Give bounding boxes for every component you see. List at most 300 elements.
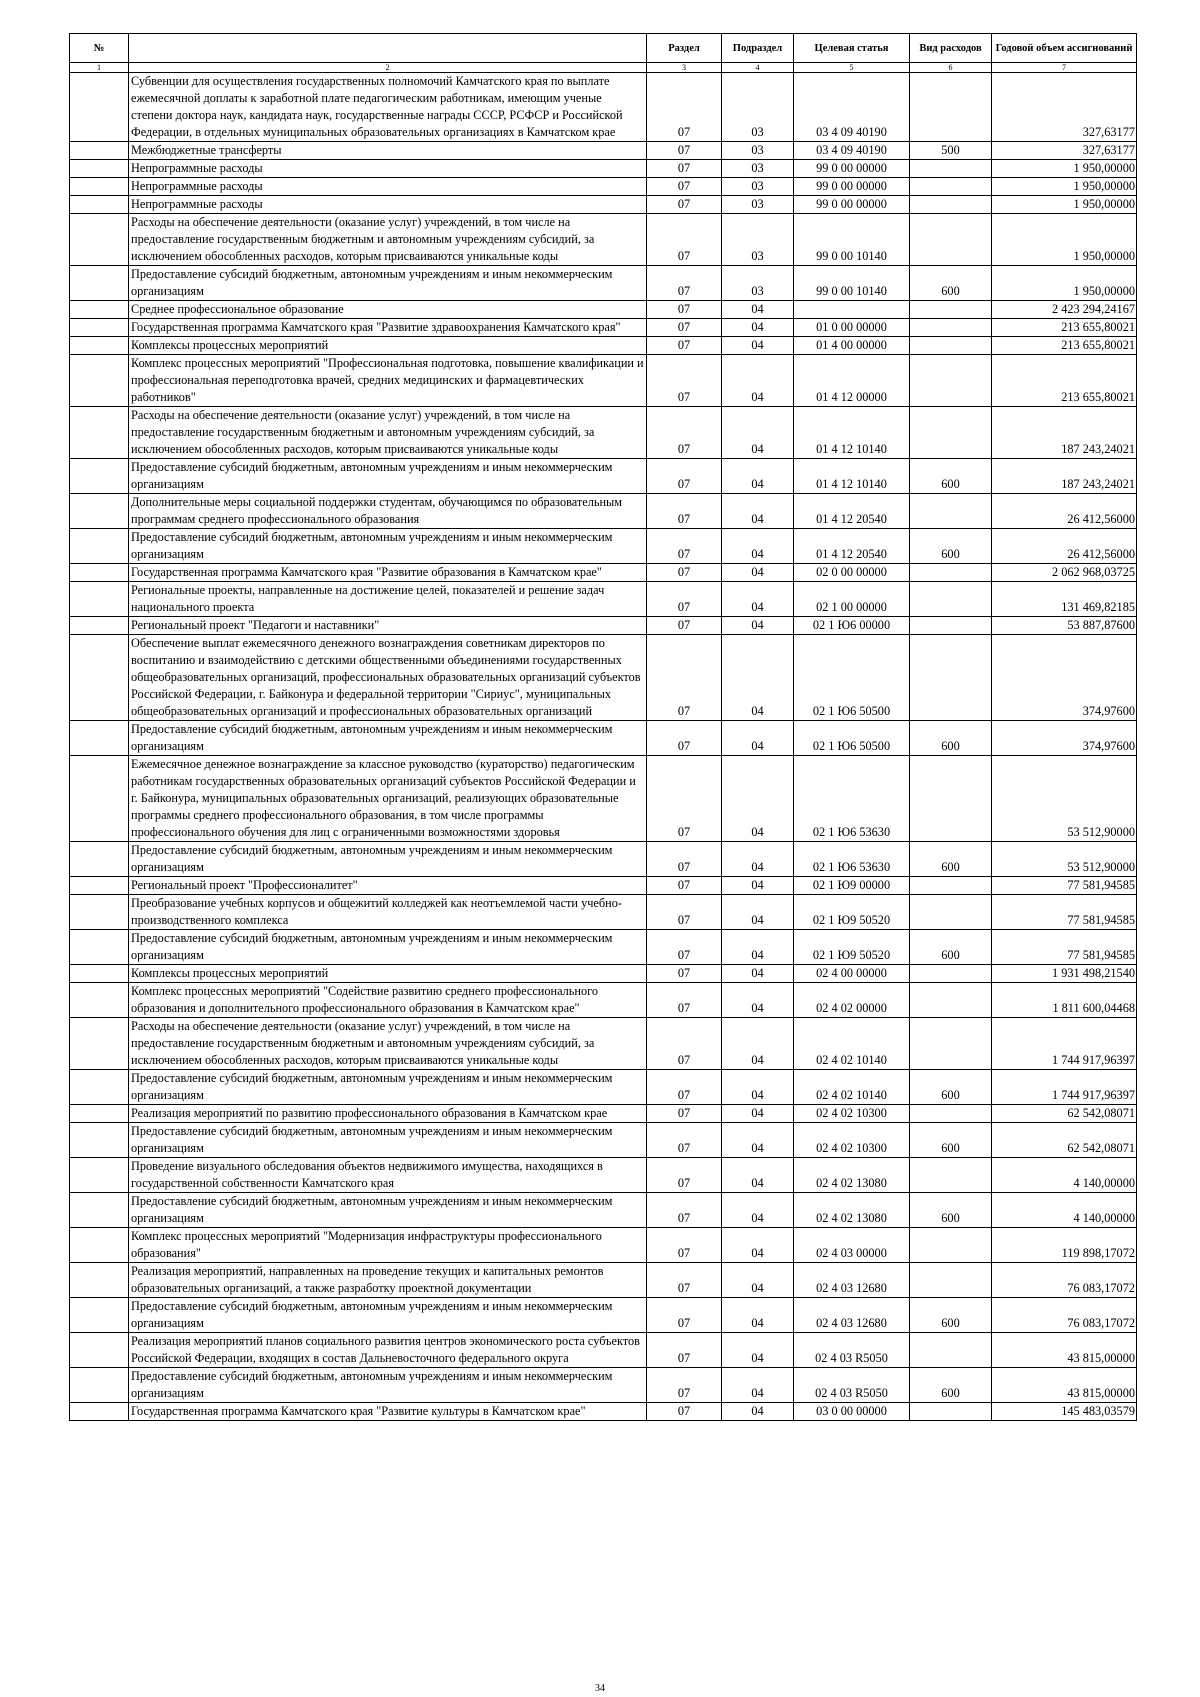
row-expense-type-cell: 600 [910,930,992,965]
row-target-cell: 02 1 Ю9 50520 [794,930,910,965]
row-target-cell: 02 4 02 10140 [794,1070,910,1105]
row-target-cell: 02 0 00 00000 [794,564,910,582]
row-section-cell: 07 [647,895,722,930]
row-section-cell: 07 [647,1158,722,1193]
row-amount-cell: 131 469,82185 [992,582,1137,617]
table-row [70,355,1137,407]
row-target-cell: 02 1 Ю6 50500 [794,721,910,756]
row-subsection-cell: 04 [722,1333,794,1368]
row-target-cell: 02 4 02 00000 [794,983,910,1018]
row-expense-type-cell [910,160,992,178]
row-name-cell: Предоставление субсидий бюджетным, автономным учреждениям и иным некоммерческим организациям [129,1298,647,1333]
row-expense-type-cell [910,1105,992,1123]
row-subsection-cell: 04 [722,459,794,494]
row-number-cell [70,721,129,756]
row-name-cell: Региональный проект "Педагоги и наставники" [129,617,647,635]
row-subsection-cell: 03 [722,160,794,178]
row-number-cell [70,983,129,1018]
row-section-cell: 07 [647,930,722,965]
row-amount-cell: 1 950,00000 [992,266,1137,301]
row-number-cell [70,355,129,407]
row-expense-type-cell: 600 [910,1070,992,1105]
budget-table-sheet [69,33,1136,1421]
row-expense-type-cell [910,494,992,529]
row-amount-cell: 1 811 600,04468 [992,983,1137,1018]
row-amount-cell: 374,97600 [992,635,1137,721]
row-number-cell [70,930,129,965]
row-section-cell: 07 [647,1193,722,1228]
budget-table [69,33,1137,1421]
row-section-cell: 07 [647,178,722,196]
row-section-cell: 07 [647,1070,722,1105]
row-name-cell: Субвенции для осуществления государственных полномочий Камчатского края по выплате ежемесячной доплаты к заработной плате педагогическим работникам, имеющим ученые степени доктора наук, кандидата наук, государственные награды СССР, РСФСР и Российской Федерации, в отдельных муниципальных образовательных организациях в Камчатском крае [129,73,647,142]
row-subsection-cell: 04 [722,1193,794,1228]
row-subsection-cell: 04 [722,1123,794,1158]
row-number-cell [70,1105,129,1123]
row-section-cell: 07 [647,407,722,459]
row-amount-cell: 327,63177 [992,142,1137,160]
row-name-cell: Комплекс процессных мероприятий "Модернизация инфраструктуры профессионального образования" [129,1228,647,1263]
row-expense-type-cell [910,1403,992,1421]
row-expense-type-cell: 600 [910,842,992,877]
page-number: 34 [595,1683,605,1694]
row-name-cell: Региональный проект "Профессионалитет" [129,877,647,895]
row-section-cell: 07 [647,983,722,1018]
row-amount-cell: 76 083,17072 [992,1298,1137,1333]
row-subsection-cell: 04 [722,1298,794,1333]
table-row [70,1105,1137,1123]
row-expense-type-cell: 600 [910,266,992,301]
row-expense-type-cell [910,564,992,582]
row-target-cell: 02 4 03 R5050 [794,1333,910,1368]
row-target-cell: 01 4 12 10140 [794,459,910,494]
column-number: 6 [910,63,992,73]
row-name-cell: Предоставление субсидий бюджетным, автономным учреждениям и иным некоммерческим организациям [129,721,647,756]
column-number-row [70,63,1137,73]
row-target-cell: 03 4 09 40190 [794,73,910,142]
row-expense-type-cell [910,337,992,355]
row-subsection-cell: 03 [722,196,794,214]
row-expense-type-cell [910,877,992,895]
table-row [70,1368,1137,1403]
row-subsection-cell: 04 [722,564,794,582]
row-number-cell [70,178,129,196]
column-number: 4 [722,63,794,73]
row-amount-cell: 77 581,94585 [992,930,1137,965]
table-row [70,1070,1137,1105]
row-amount-cell: 1 950,00000 [992,160,1137,178]
row-expense-type-cell: 600 [910,1193,992,1228]
row-subsection-cell: 04 [722,301,794,319]
table-row [70,1193,1137,1228]
row-target-cell: 02 1 Ю6 00000 [794,617,910,635]
row-section-cell: 07 [647,756,722,842]
row-expense-type-cell [910,301,992,319]
row-expense-type-cell [910,196,992,214]
row-target-cell: 99 0 00 00000 [794,160,910,178]
table-row [70,494,1137,529]
row-expense-type-cell [910,1263,992,1298]
column-number: 5 [794,63,910,73]
row-expense-type-cell [910,582,992,617]
row-target-cell: 02 1 Ю6 53630 [794,842,910,877]
column-number: 7 [992,63,1137,73]
column-number: 3 [647,63,722,73]
row-target-cell: 02 1 Ю6 50500 [794,635,910,721]
row-number-cell [70,160,129,178]
header-amount: Годовой объем ассигнований [992,34,1137,63]
row-amount-cell: 77 581,94585 [992,877,1137,895]
row-subsection-cell: 03 [722,73,794,142]
row-section-cell: 07 [647,1298,722,1333]
table-row [70,895,1137,930]
row-amount-cell: 62 542,08071 [992,1123,1137,1158]
row-amount-cell: 1 950,00000 [992,178,1137,196]
table-row [70,160,1137,178]
row-subsection-cell: 04 [722,635,794,721]
row-name-cell: Предоставление субсидий бюджетным, автономным учреждениям и иным некоммерческим организациям [129,1070,647,1105]
table-row [70,1298,1137,1333]
row-section-cell: 07 [647,160,722,178]
row-amount-cell: 213 655,80021 [992,355,1137,407]
row-section-cell: 07 [647,355,722,407]
table-row [70,1333,1137,1368]
row-section-cell: 07 [647,266,722,301]
row-expense-type-cell [910,73,992,142]
header-section: Раздел [647,34,722,63]
row-section-cell: 07 [647,842,722,877]
row-target-cell: 02 4 02 10300 [794,1123,910,1158]
header-num: № [70,34,129,63]
row-number-cell [70,1228,129,1263]
row-name-cell: Комплекс процессных мероприятий "Содействие развитию среднего профессионального образования и дополнительного профессионального образования в Камчатском крае" [129,983,647,1018]
table-row [70,930,1137,965]
row-section-cell: 07 [647,214,722,266]
row-number-cell [70,635,129,721]
row-subsection-cell: 04 [722,1018,794,1070]
row-amount-cell: 145 483,03579 [992,1403,1137,1421]
table-row [70,756,1137,842]
row-amount-cell: 62 542,08071 [992,1105,1137,1123]
row-number-cell [70,319,129,337]
table-row [70,564,1137,582]
row-amount-cell: 1 744 917,96397 [992,1018,1137,1070]
table-body [70,73,1137,1421]
row-target-cell: 02 4 02 10300 [794,1105,910,1123]
table-row [70,337,1137,355]
row-name-cell: Региональные проекты, направленные на достижение целей, показателей и решение задач национального проекта [129,582,647,617]
row-target-cell: 99 0 00 00000 [794,178,910,196]
row-expense-type-cell [910,895,992,930]
row-target-cell: 02 4 00 00000 [794,965,910,983]
row-subsection-cell: 04 [722,1105,794,1123]
row-number-cell [70,842,129,877]
row-amount-cell: 187 243,24021 [992,407,1137,459]
row-subsection-cell: 04 [722,1403,794,1421]
row-name-cell: Государственная программа Камчатского края "Развитие культуры в Камчатском крае" [129,1403,647,1421]
row-target-cell: 02 4 02 13080 [794,1193,910,1228]
row-number-cell [70,301,129,319]
row-name-cell: Государственная программа Камчатского края "Развитие образования в Камчатском крае" [129,564,647,582]
table-row [70,407,1137,459]
row-name-cell: Реализация мероприятий по развитию профессионального образования в Камчатском крае [129,1105,647,1123]
row-target-cell: 99 0 00 10140 [794,214,910,266]
row-name-cell: Предоставление субсидий бюджетным, автономным учреждениям и иным некоммерческим организациям [129,266,647,301]
row-expense-type-cell [910,983,992,1018]
row-name-cell: Предоставление субсидий бюджетным, автономным учреждениям и иным некоммерческим организациям [129,459,647,494]
row-number-cell [70,459,129,494]
row-amount-cell: 77 581,94585 [992,895,1137,930]
row-amount-cell: 26 412,56000 [992,529,1137,564]
row-subsection-cell: 04 [722,337,794,355]
row-section-cell: 07 [647,301,722,319]
row-number-cell [70,895,129,930]
row-name-cell: Непрограммные расходы [129,178,647,196]
row-name-cell: Ежемесячное денежное вознаграждение за классное руководство (кураторство) педагогическим работникам государственных образовательных организаций субъектов Российской Федерации и г. Байконура, муниципальных образовательных организаций, реализующих образовательные программы среднего профессионального образования, в том числе программы профессионального обучения для лиц с ограниченными возможностями здоровья [129,756,647,842]
row-name-cell: Непрограммные расходы [129,160,647,178]
row-number-cell [70,529,129,564]
row-expense-type-cell [910,756,992,842]
row-subsection-cell: 04 [722,355,794,407]
row-name-cell: Расходы на обеспечение деятельности (оказание услуг) учреждений, в том числе на предоставление государственным бюджетным и автономным учреждениям субсидий, за исключением обособленных расходов, которым присваиваются уникальные коды [129,407,647,459]
row-target-cell: 02 4 02 13080 [794,1158,910,1193]
table-row [70,1018,1137,1070]
row-target-cell: 02 4 02 10140 [794,1018,910,1070]
header-subsection: Подраздел [722,34,794,63]
row-section-cell: 07 [647,635,722,721]
row-subsection-cell: 04 [722,582,794,617]
row-number-cell [70,407,129,459]
row-target-cell [794,301,910,319]
row-section-cell: 07 [647,1018,722,1070]
row-name-cell: Расходы на обеспечение деятельности (оказание услуг) учреждений, в том числе на предоставление государственным бюджетным и автономным учреждениям субсидий, за исключением обособленных расходов, которым присваиваются уникальные коды [129,1018,647,1070]
row-expense-type-cell: 600 [910,1123,992,1158]
row-amount-cell: 43 815,00000 [992,1333,1137,1368]
row-target-cell: 01 4 12 20540 [794,529,910,564]
row-amount-cell: 119 898,17072 [992,1228,1137,1263]
row-expense-type-cell [910,214,992,266]
table-row [70,842,1137,877]
table-row [70,73,1137,142]
row-section-cell: 07 [647,142,722,160]
row-section-cell: 07 [647,1368,722,1403]
row-expense-type-cell [910,1158,992,1193]
row-target-cell: 02 4 03 12680 [794,1263,910,1298]
row-name-cell: Государственная программа Камчатского края "Развитие здравоохранения Камчатского края" [129,319,647,337]
row-subsection-cell: 04 [722,721,794,756]
row-section-cell: 07 [647,1263,722,1298]
row-section-cell: 07 [647,1123,722,1158]
row-expense-type-cell: 600 [910,721,992,756]
row-name-cell: Непрограммные расходы [129,196,647,214]
row-number-cell [70,1193,129,1228]
row-amount-cell: 1 744 917,96397 [992,1070,1137,1105]
row-target-cell: 03 0 00 00000 [794,1403,910,1421]
row-expense-type-cell [910,1333,992,1368]
row-subsection-cell: 04 [722,842,794,877]
row-target-cell: 02 1 Ю9 00000 [794,877,910,895]
row-number-cell [70,1368,129,1403]
row-number-cell [70,1403,129,1421]
row-amount-cell: 2 062 968,03725 [992,564,1137,582]
row-amount-cell: 53 512,90000 [992,756,1137,842]
table-row [70,1228,1137,1263]
row-name-cell: Предоставление субсидий бюджетным, автономным учреждениям и иным некоммерческим организациям [129,1368,647,1403]
row-number-cell [70,564,129,582]
row-number-cell [70,266,129,301]
row-amount-cell: 53 887,87600 [992,617,1137,635]
row-number-cell [70,617,129,635]
row-name-cell: Преобразование учебных корпусов и общежитий колледжей как неотъемлемой части учебно-производственного комплекса [129,895,647,930]
row-subsection-cell: 04 [722,895,794,930]
row-subsection-cell: 04 [722,877,794,895]
row-name-cell: Проведение визуального обследования объектов недвижимого имущества, находящихся в государственной собственности Камчатского края [129,1158,647,1193]
row-number-cell [70,73,129,142]
row-name-cell: Комплексы процессных мероприятий [129,337,647,355]
row-section-cell: 07 [647,1403,722,1421]
header-expense-type: Вид расходов [910,34,992,63]
row-number-cell [70,1018,129,1070]
table-header [70,34,1137,73]
row-section-cell: 07 [647,617,722,635]
table-row [70,459,1137,494]
row-amount-cell: 213 655,80021 [992,337,1137,355]
row-name-cell: Предоставление субсидий бюджетным, автономным учреждениям и иным некоммерческим организациям [129,930,647,965]
row-amount-cell: 53 512,90000 [992,842,1137,877]
row-subsection-cell: 04 [722,930,794,965]
row-number-cell [70,142,129,160]
table-row [70,721,1137,756]
row-section-cell: 07 [647,529,722,564]
row-expense-type-cell [910,617,992,635]
row-expense-type-cell [910,407,992,459]
row-amount-cell: 1 950,00000 [992,196,1137,214]
row-section-cell: 07 [647,319,722,337]
row-name-cell: Межбюджетные трансферты [129,142,647,160]
table-row [70,301,1137,319]
row-expense-type-cell [910,635,992,721]
row-number-cell [70,877,129,895]
row-name-cell: Расходы на обеспечение деятельности (оказание услуг) учреждений, в том числе на предоставление государственным бюджетным и автономным учреждениям субсидий, за исключением обособленных расходов, которым присваиваются уникальные коды [129,214,647,266]
row-amount-cell: 1 931 498,21540 [992,965,1137,983]
table-row [70,582,1137,617]
row-section-cell: 07 [647,1333,722,1368]
row-number-cell [70,1070,129,1105]
row-name-cell: Дополнительные меры социальной поддержки студентам, обучающимся по образовательным программам среднего профессионального образования [129,494,647,529]
row-amount-cell: 43 815,00000 [992,1368,1137,1403]
row-section-cell: 07 [647,494,722,529]
row-amount-cell: 213 655,80021 [992,319,1137,337]
row-number-cell [70,582,129,617]
row-amount-cell: 76 083,17072 [992,1263,1137,1298]
row-subsection-cell: 04 [722,319,794,337]
row-name-cell: Комплекс процессных мероприятий "Профессиональная подготовка, повышение квалификации и профессиональная переподготовка врачей, средних медицинских и фармацевтических работников" [129,355,647,407]
row-target-cell: 02 1 00 00000 [794,582,910,617]
row-name-cell: Среднее профессиональное образование [129,301,647,319]
row-number-cell [70,965,129,983]
row-expense-type-cell: 600 [910,459,992,494]
row-expense-type-cell [910,1228,992,1263]
row-number-cell [70,1298,129,1333]
row-expense-type-cell: 600 [910,1298,992,1333]
row-name-cell: Предоставление субсидий бюджетным, автономным учреждениям и иным некоммерческим организациям [129,1193,647,1228]
row-subsection-cell: 03 [722,214,794,266]
row-amount-cell: 327,63177 [992,73,1137,142]
row-target-cell: 02 4 03 00000 [794,1228,910,1263]
row-expense-type-cell: 600 [910,1368,992,1403]
table-row [70,266,1137,301]
row-expense-type-cell: 600 [910,529,992,564]
row-target-cell: 02 4 03 12680 [794,1298,910,1333]
row-subsection-cell: 04 [722,529,794,564]
header-name [129,34,647,63]
row-section-cell: 07 [647,196,722,214]
table-row [70,1263,1137,1298]
row-subsection-cell: 04 [722,494,794,529]
row-target-cell: 03 4 09 40190 [794,142,910,160]
table-row [70,214,1137,266]
table-row [70,877,1137,895]
row-target-cell: 02 1 Ю9 50520 [794,895,910,930]
table-row [70,319,1137,337]
row-subsection-cell: 04 [722,1070,794,1105]
row-target-cell: 01 4 12 00000 [794,355,910,407]
row-subsection-cell: 03 [722,266,794,301]
row-expense-type-cell [910,178,992,196]
table-row [70,178,1137,196]
row-subsection-cell: 04 [722,983,794,1018]
row-number-cell [70,494,129,529]
row-subsection-cell: 04 [722,1263,794,1298]
row-name-cell: Реализация мероприятий, направленных на проведение текущих и капитальных ремонтов образовательных организаций, а также разработку проектной документации [129,1263,647,1298]
row-expense-type-cell [910,965,992,983]
row-number-cell [70,196,129,214]
header-target: Целевая статья [794,34,910,63]
row-section-cell: 07 [647,459,722,494]
row-target-cell: 02 4 03 R5050 [794,1368,910,1403]
row-expense-type-cell [910,319,992,337]
table-row [70,617,1137,635]
row-amount-cell: 4 140,00000 [992,1193,1137,1228]
row-subsection-cell: 04 [722,1368,794,1403]
row-section-cell: 07 [647,73,722,142]
row-subsection-cell: 04 [722,1158,794,1193]
column-number: 2 [129,63,647,73]
row-number-cell [70,1333,129,1368]
column-number: 1 [70,63,129,73]
row-amount-cell: 374,97600 [992,721,1137,756]
row-amount-cell: 1 950,00000 [992,214,1137,266]
row-amount-cell: 187 243,24021 [992,459,1137,494]
row-target-cell: 01 0 00 00000 [794,319,910,337]
row-number-cell [70,1263,129,1298]
row-target-cell: 01 4 00 00000 [794,337,910,355]
row-target-cell: 99 0 00 10140 [794,266,910,301]
row-name-cell: Комплексы процессных мероприятий [129,965,647,983]
table-row [70,965,1137,983]
row-name-cell: Предоставление субсидий бюджетным, автономным учреждениям и иным некоммерческим организациям [129,529,647,564]
row-number-cell [70,1158,129,1193]
row-name-cell: Обеспечение выплат ежемесячного денежного вознаграждения советникам директоров по воспитанию и взаимодействию с детскими общественными объединениями государственных общеобразовательных организаций, профессиональных образовательных организаций субъектов Российской Федерации, г. Байконура и федеральной территории "Сириус", муниципальных общеобразовательных организаций и профессиональных образовательных организаций [129,635,647,721]
row-section-cell: 07 [647,1228,722,1263]
row-section-cell: 07 [647,721,722,756]
row-amount-cell: 2 423 294,24167 [992,301,1137,319]
row-subsection-cell: 03 [722,142,794,160]
row-subsection-cell: 04 [722,965,794,983]
row-name-cell: Реализация мероприятий планов социального развития центров экономического роста субъектов Российской Федерации, входящих в состав Дальневосточного федерального округа [129,1333,647,1368]
table-row [70,1403,1137,1421]
row-subsection-cell: 04 [722,617,794,635]
